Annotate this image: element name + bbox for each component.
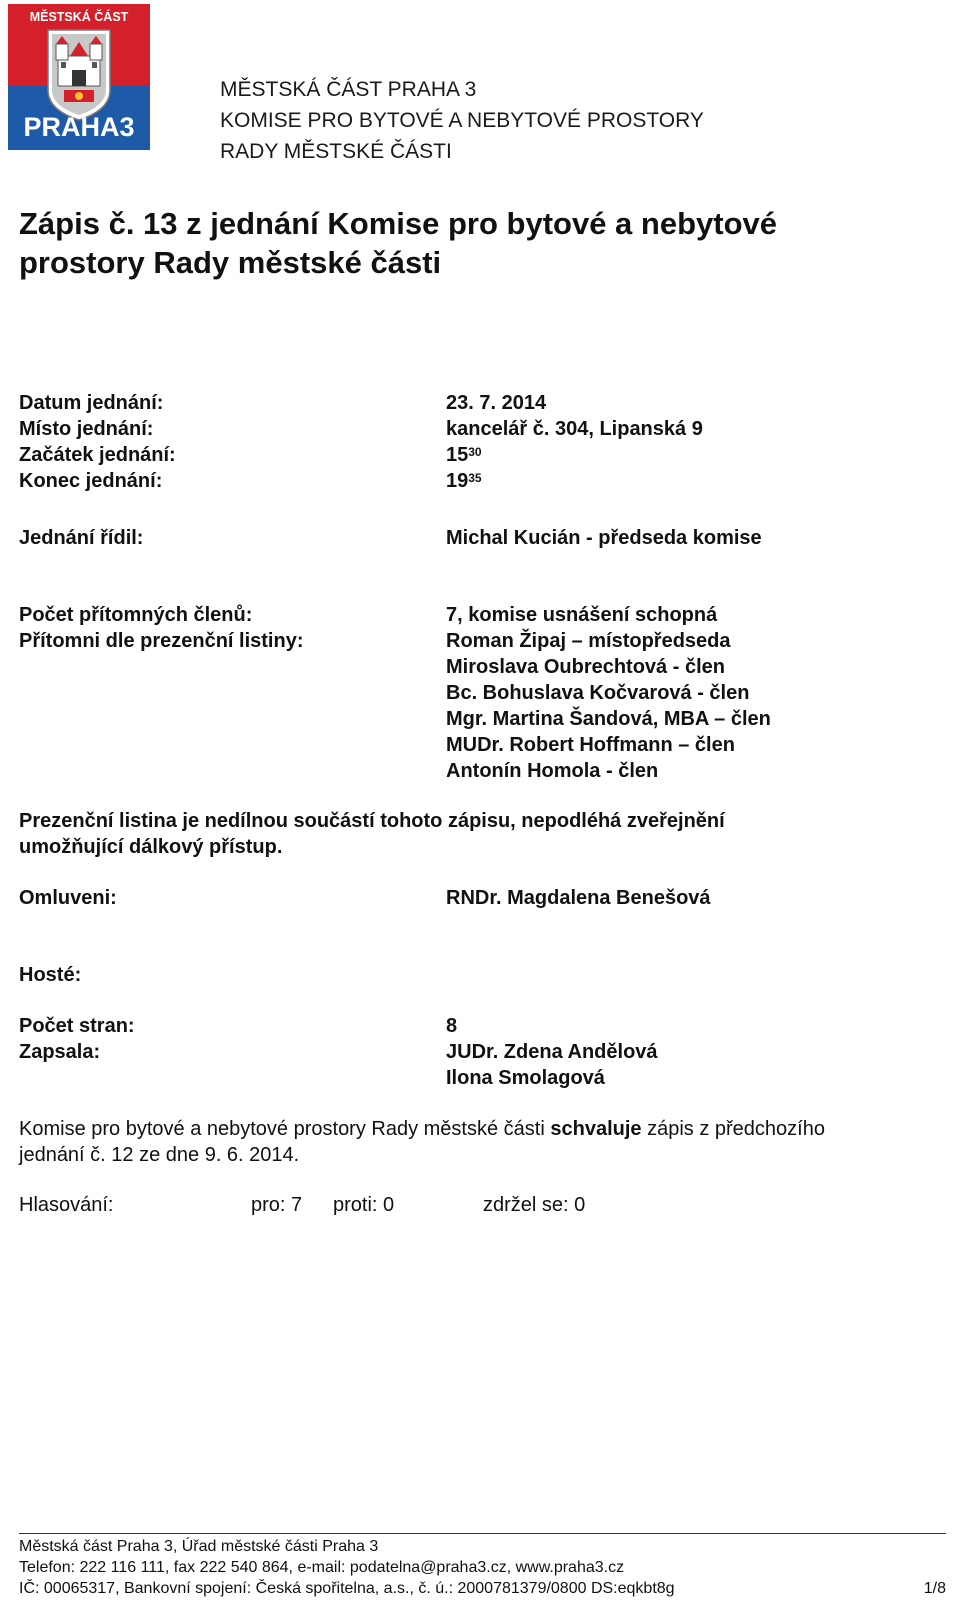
guests-label: Hosté: — [19, 964, 82, 986]
attendance-count-value: 7, komise usnášení schopná — [446, 604, 718, 626]
excused-label: Omluveni: — [19, 887, 117, 909]
recorded-label: Zapsala: — [19, 1041, 101, 1063]
date-label: Datum jednání: — [19, 392, 164, 414]
note-line-1: Prezenční listina je nedílnou součástí tohoto zápisu, nepodléhá zveřejnění — [19, 810, 725, 832]
pages-value: 8 — [446, 1015, 458, 1037]
vote-abstain: zdržel se: 0 — [483, 1194, 586, 1216]
excused-value: RNDr. Magdalena Benešová — [446, 887, 711, 909]
footer-divider — [19, 1533, 946, 1534]
praha3-logo — [8, 4, 150, 150]
document-title — [19, 204, 919, 282]
footer-line-1: Městská část Praha 3, Úřad městské části Praha 3 — [19, 1538, 379, 1555]
start-time — [446, 442, 482, 468]
org-line-2: KOMISE PRO BYTOVÉ A NEBYTOVÉ PROSTORY — [220, 109, 704, 132]
end-label: Konec jednání: — [19, 470, 163, 492]
resolution-line-2: jednání č. 12 ze dne 9. 6. 2014. — [19, 1144, 300, 1166]
start-minute: 30 — [468, 445, 482, 459]
place-value: kancelář č. 304, Lipanská 9 — [446, 418, 703, 440]
start-label: Začátek jednání: — [19, 444, 176, 466]
page-number: 1/8 — [923, 1580, 946, 1597]
member-list-item: Antonín Homola - člen — [446, 760, 659, 782]
attendance-note — [19, 808, 939, 860]
pages-label: Počet stran: — [19, 1015, 135, 1037]
end-hour: 19 — [446, 470, 469, 492]
member-list-item: Mgr. Martina Šandová, MBA – člen — [446, 708, 771, 730]
recorder-name: JUDr. Zdena Andělová — [446, 1041, 658, 1063]
footer-line-2: Telefon: 222 116 111, fax 222 540 864, e-mail: podatelna@praha3.cz, www.praha3.cz — [19, 1559, 625, 1576]
place-label: Místo jednání: — [19, 418, 154, 440]
resolution-text — [19, 1116, 939, 1168]
logo-bottom-text: PRAHA3 — [23, 112, 135, 142]
resolution-post: zápis z předchozího — [641, 1118, 825, 1140]
end-time — [446, 468, 482, 494]
attendance-count-label: Počet přítomných členů: — [19, 604, 253, 626]
vote-label: Hlasování: — [19, 1194, 114, 1216]
date-value: 23. 7. 2014 — [446, 392, 547, 414]
footer-line-3: IČ: 00065317, Bankovní spojení: Česká spořitelna, a.s., č. ú.: 2000781379/0800 DS:eqkbt8g — [19, 1580, 675, 1597]
chair-label: Jednání řídil: — [19, 527, 144, 549]
org-line-1: MĚSTSKÁ ČÁST PRAHA 3 — [220, 78, 477, 101]
end-minute: 35 — [468, 471, 482, 485]
organization-header — [220, 74, 704, 167]
chair-value: Michal Kucián - předseda komise — [446, 527, 762, 549]
start-hour: 15 — [446, 444, 469, 466]
resolution-verb: schvaluje — [550, 1118, 642, 1140]
org-line-3: RADY MĚSTSKÉ ČÁSTI — [220, 140, 452, 163]
resolution-pre: Komise pro bytové a nebytové prostory Rady městské části — [19, 1118, 551, 1140]
recorder-name: Ilona Smolagová — [446, 1067, 605, 1089]
member-list-item: MUDr. Robert Hoffmann – člen — [446, 734, 735, 756]
vote-proti: proti: 0 — [333, 1194, 395, 1216]
title-line-2: prostory Rady městské části — [19, 245, 442, 280]
attendance-present-label: Přítomni dle prezenční listiny: — [19, 630, 304, 652]
note-line-2: umožňující dálkový přístup. — [19, 836, 283, 858]
member-list-item: Roman Žipaj – místopředseda — [446, 630, 731, 652]
member-list-item: Bc. Bohuslava Kočvarová - člen — [446, 682, 750, 704]
logo-top-text: MĚSTSKÁ ČÁST — [29, 10, 129, 24]
resolution-line-1 — [19, 1116, 939, 1142]
vote-pro: pro: 7 — [251, 1194, 303, 1216]
coat-of-arms-icon — [48, 30, 110, 120]
title-line-1: Zápis č. 13 z jednání Komise pro bytové a nebytové — [19, 206, 778, 241]
footer — [19, 1536, 946, 1599]
member-list-item: Miroslava Oubrechtová - člen — [446, 656, 725, 678]
